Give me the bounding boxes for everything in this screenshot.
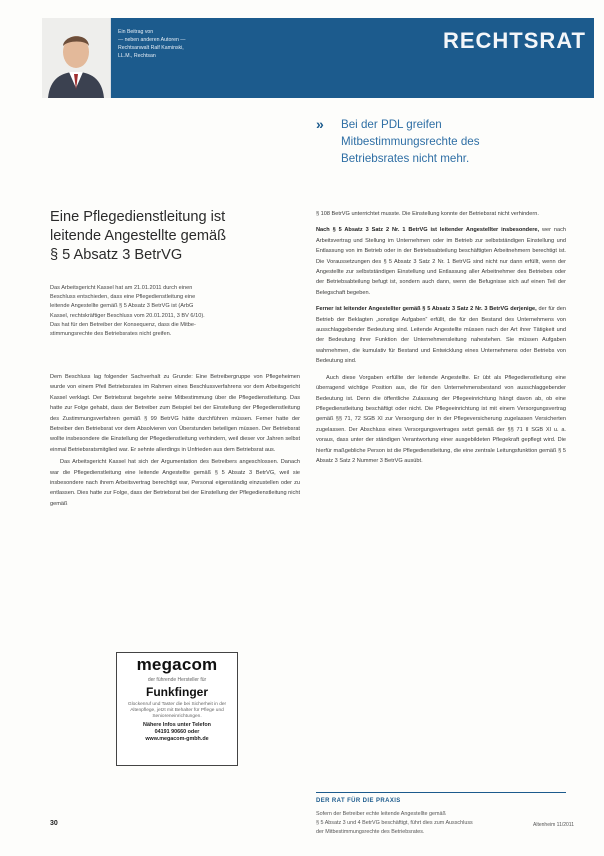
pull-quote-line: Mitbestimmungsrechte des [341, 135, 480, 148]
lead-line: Beschluss entschieden, dass eine Pflegedienstleitung eine [50, 294, 196, 301]
author-line: — neben anderen Autoren — [118, 37, 186, 43]
article-headline [50, 208, 290, 265]
practice-text [316, 810, 566, 837]
pull-quote-line: Bei der PDL greifen [341, 118, 442, 131]
paragraph-lead: Ferner ist leitender Angestellter gemäß § 5 Absatz 3 Satz 2 Nr. 3 BetrVG derjenige, [316, 306, 537, 313]
lead-line: Das hat für den Betreiber der Konsequenz, dass die Mitbe- [50, 321, 196, 328]
lead-line: stimmungsrechte des Betriebsrates nicht greifen. [50, 331, 172, 338]
author-photo [42, 18, 111, 98]
pull-quote-text [341, 116, 566, 167]
paragraph-text: der für den Betrieb der Beklagten „sonstige Aufgaben“ erfüllt, die für den Bestand des Unternehmens von ausschlaggebender Bedeutung sind. Leitende Angestellte müssen nach der Art ihrer Tätigkeit und der Bedeutung ihrer Funktion der Unternehmensleitung nahestehen. Sie müssen Aufgaben wahrnehmen, die kumulativ für Bestand und Entwicklung eines Unternehmens oder Betriebs von Bedeutung sind. [316, 306, 566, 365]
ad-contact [117, 722, 237, 743]
lead-line: Kassel, rechtskräftiger Beschluss vom 20.01.2011, 3 BV 6/10). [50, 312, 205, 319]
practice-line: Sofern der Betreiber echte leitende Angestellte gemäß [316, 811, 446, 817]
ad-brand: megacom [136, 655, 218, 674]
author-credit [118, 28, 238, 60]
body-paragraph [316, 225, 566, 298]
ad-contact-line: Nähere Infos unter Telefon [143, 722, 211, 728]
body-column-left [50, 372, 300, 511]
practice-line: § 5 Absatz 3 und 4 BetrVG beschäftigt, führt dies zum Ausschluss [316, 820, 473, 826]
paragraph-text: wer nach Arbeitsvertrag und Stellung im Unternehmen oder im Betrieb zur selbstständigen Einstellung und Entlassung von im Betrieb oder in der Betriebsabteilung beschäftigten Arbeitnehmern berechtigt ist. Die Voraussetzungen des § 5 Absatz 3 Satz 2 Nr. 1 BetrVG sind nicht nur dann erfüllt, wenn der Angestellte zur selbstständigen Einstellung und Entlassung aller Arbeitnehmer des Betriebes oder der Betriebsabteilung befugt ist, sondern auch dann, wenn die Befugnisse sich auf einen Teil der Belegschaft begeben. [316, 227, 566, 296]
headline-line: leitende Angestellte gemäß [50, 228, 227, 244]
pull-quote-line: Betriebsrates nicht mehr. [341, 152, 470, 165]
section-title: RECHTSRAT [442, 28, 586, 53]
practice-line: der Mitbestimmungsrechte des Betriebsrates. [316, 829, 425, 835]
practice-box [316, 792, 566, 837]
lead-line: Das Arbeitsgericht Kassel hat am 21.01.2011 durch einen [50, 285, 193, 291]
body-paragraph [316, 304, 566, 366]
author-line: LL.M., Rechtsan [118, 53, 156, 59]
body-paragraph: Dem Beschluss lag folgender Sachverhalt zu Grunde: Eine Betreibergruppe von Pflegeheimen wurde von einem Pfeil Betriebsrates im Rahmen eines Beschlussverfahrens vor dem Arbeitsgericht Kassel verklagt. Der Betriebsrat begehrte seine Mitbestimmung über die Pflegedienstleitung. Das hatte zur Folge gehabt, dass der Betreiber zum Beispiel bei der Einstellung der Pflegedienstleitung des Zustimmungsverfahren gemäß § 99 BetrVG hätte durchführen müssen. Ferner hatte der Betreiber den Betriebsrat vor dem Absolvieren von Überstunden beteiligen müssen. Der Betriebsrat wollte insbesondere die Einstellung der Pflegedienstleitung verhindern, weil dieser vor Jahren selbst einmal Betriebsratsmitglied war. Er sehnte allerdings in Unfrieden aus dem Betriebsrat aus. [50, 374, 300, 453]
page-number: 30 [50, 820, 58, 827]
body-column-right [316, 209, 566, 472]
practice-title: DER RAT FÜR DIE PRAXIS [316, 798, 401, 804]
ad-description: Glockenruf und Taster die bei Sicherheit in der Altenpflege, jetzt mit Behalter für Pflege und Senioreneinrichtungen. [127, 702, 227, 719]
body-paragraph: § 108 BetrVG unterrichtet musste. Die Einstellung konnte der Betriebsrat nicht verhindern. [316, 211, 539, 217]
body-paragraph: Auch diese Vorgaben erfüllte der leitende Angestellte. Er übt als Pflegedienstleitung eine überragend wichtige Position aus, die für den Unternehmensbestand von ausschlaggebender Bedeutung ist. Denn die öffentliche Zulassung der Pflegeeinrichtung hängt davon ab, ob eine Pflegedienstleitung beschäftigt oder nicht. Die Pflegeeinrichtung ist mit einem Versorgungsvertrag gemäß §§ 71, 72 SGB XI zur Versorgung der in der Pflegeversicherung zugelassen Versicherten zugelassen. Der Abschluss eines Versorgungsvertrages setzt gemäß der §§ 71 II SGB XI u. a. voraus, dass unter der ständigen Verantwortung einer ausgebildeten Pflegekraft gepflegt wird. Die hierfür maßgebliche Person ist die Pflegedienstleitung, die eine zentrale Leitungsfunktion gemäß § 5 Absatz 3 Satz 2 Nummer 3 BetrVG ausübt. [316, 374, 566, 464]
ad-product: Funkfinger [146, 685, 208, 699]
journal-issue: Altenheim 11/2011 [533, 822, 574, 828]
advertisement[interactable] [116, 652, 238, 766]
article-lead [50, 284, 300, 339]
ad-subtitle: der führende Hersteller für [147, 677, 207, 683]
ad-website-link[interactable]: www.megacom-gmbh.de [145, 736, 209, 742]
header-band [42, 18, 594, 98]
paragraph-lead: Nach § 5 Absatz 3 Satz 2 Nr. 1 BetrVG ist leitender Angestellter insbesondere, [316, 227, 540, 234]
headline-line: § 5 Absatz 3 BetrVG [50, 247, 183, 263]
lead-line: leitende Angestellte gemäß § 5 Absatz 3 BetrVG ist (ArbG [50, 303, 194, 310]
headline-line: Eine Pflegedienstleitung ist [50, 209, 226, 225]
divider [316, 792, 566, 793]
body-paragraph: Das Arbeitsgericht Kassel hat sich der Argumentation des Betreibers angeschlossen. Danach war die Pflegedienstleitung eine leitende Angestellte gemäß § 5 Absatz 3 BetrVG, weil sie insbesondere nach ihrem Arbeitsvertrag berechtigt war, Personal eigenständig einzustellen oder zu entlassen. Dies hatte zur Folge, dass der Betriebsrat bei der Einstellung der Pflegedienstleitung nicht gemäß [50, 459, 300, 507]
double-chevron-icon: » [316, 116, 324, 132]
ad-contact-line: 04191 90660 oder [154, 729, 200, 735]
author-line: Ein Beitrag von [118, 29, 154, 35]
author-line: Rechtsanwalt Ralf Kaminski, [118, 45, 184, 51]
author-portrait-icon [42, 18, 110, 98]
